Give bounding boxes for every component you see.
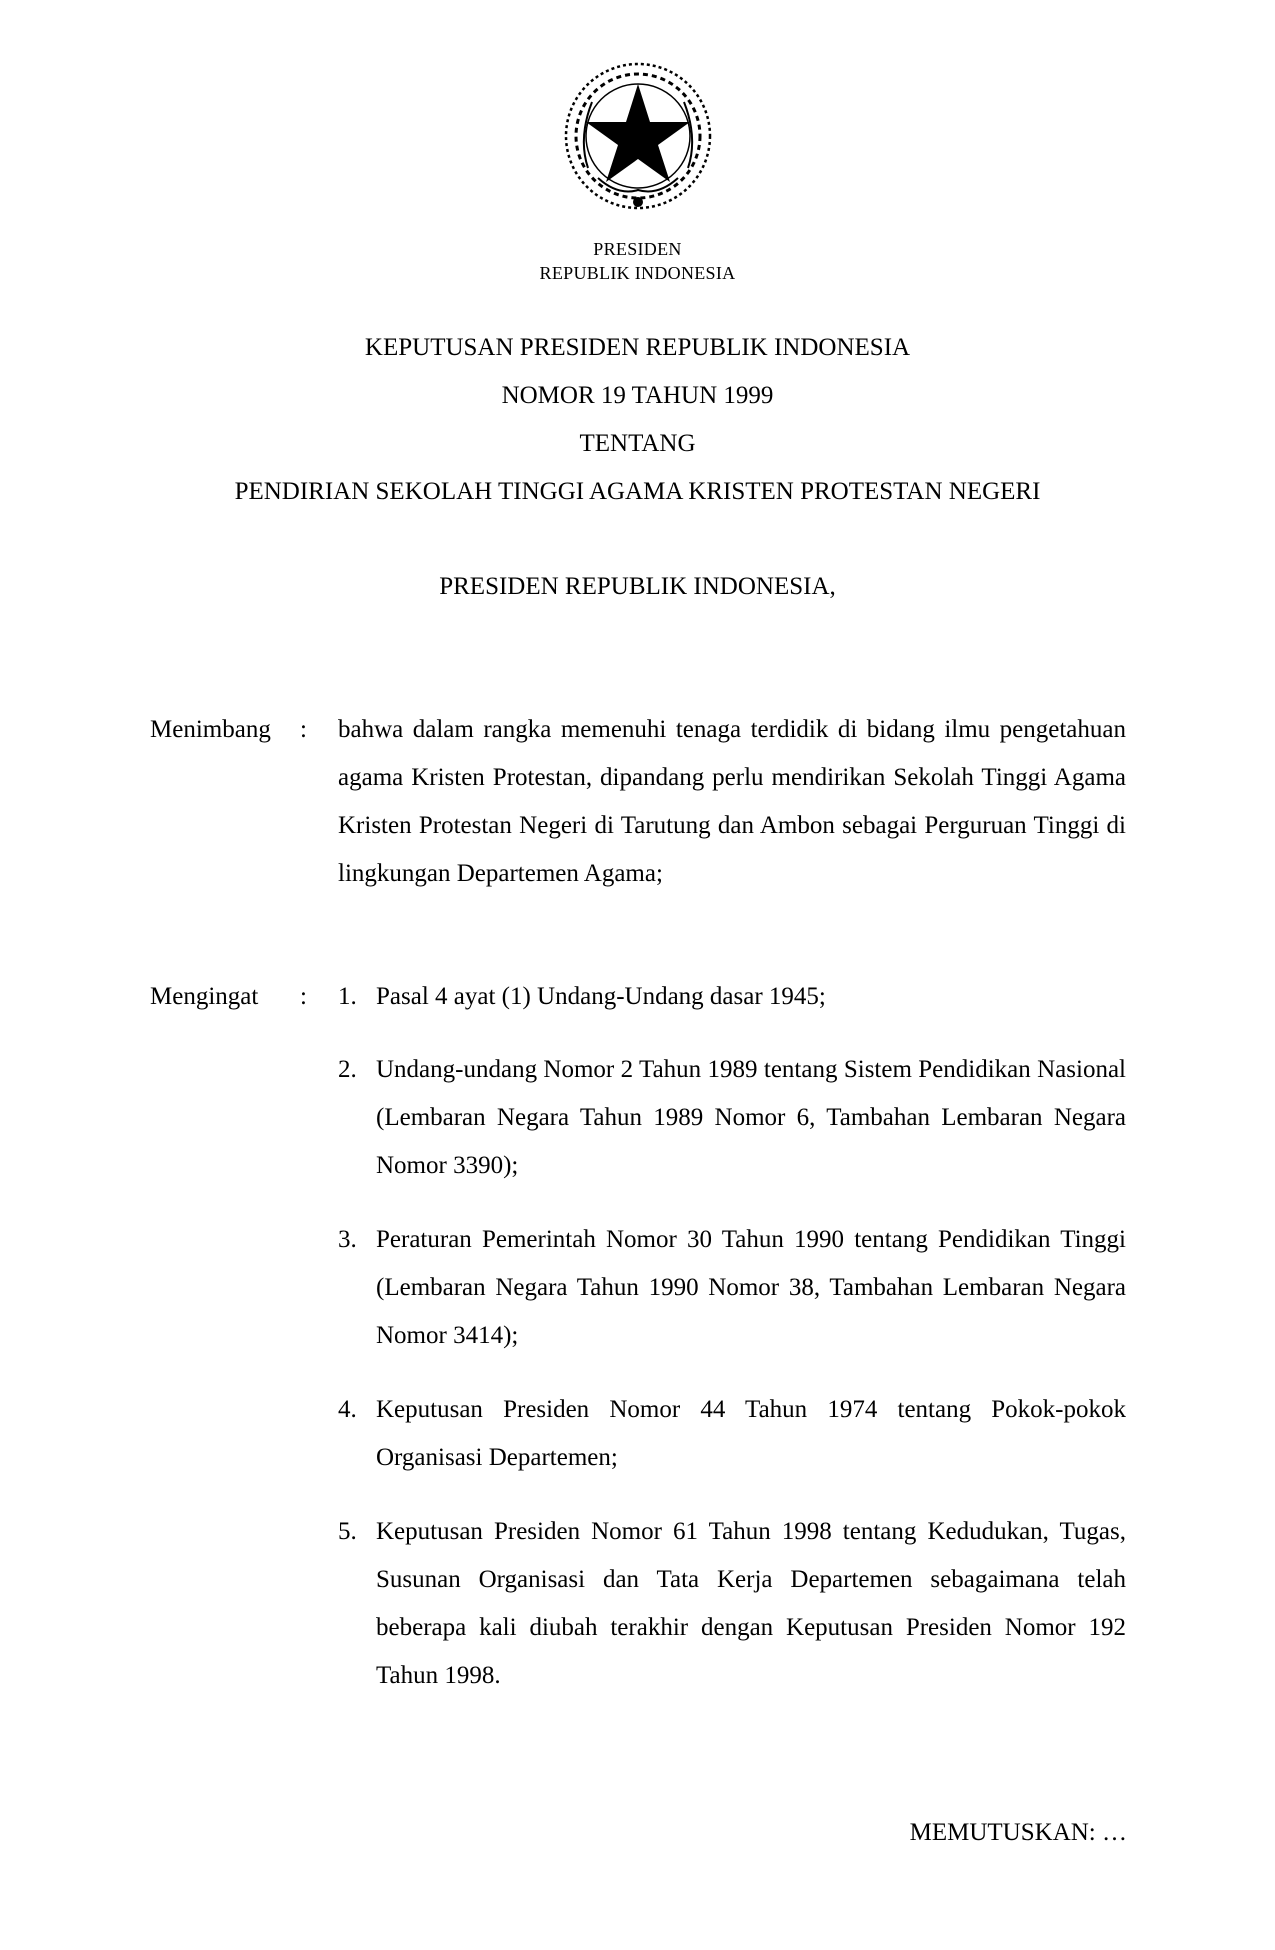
- list-item-number: 5.: [338, 1518, 357, 1545]
- issuer-line: PRESIDEN REPUBLIK INDONESIA,: [439, 573, 836, 600]
- continuation-marker: MEMUTUSKAN: …: [909, 1819, 1127, 1846]
- header-republik-indonesia: REPUBLIK INDONESIA: [539, 263, 736, 283]
- presidential-seal-icon: [558, 58, 718, 218]
- list-item-text: Keputusan Presiden Nomor 44 Tahun 1974 tentang Pokok-pokok Organisasi Departemen;: [376, 1396, 1126, 1471]
- list-item-text: Keputusan Presiden Nomor 61 Tahun 1998 tentang Kedudukan, Tugas, Susunan Organisasi dan Tata Kerja Departemen sebagaimana telah beberapa kali diubah terakhir dengan Keputusan Presiden Nomor 192 Tahun 1998.: [376, 1518, 1126, 1689]
- mengingat-colon: :: [300, 983, 307, 1010]
- list-item-number: 2.: [338, 1056, 357, 1083]
- menimbang-text: bahwa dalam rangka memenuhi tenaga terdidik di bidang ilmu pengetahuan agama Kristen Protestan, dipandang perlu mendirikan Sekolah Tinggi Agama Kristen Protestan Negeri di Tarutung dan Ambon sebagai Perguruan Tinggi di lingkungan Departemen Agama;: [338, 716, 1126, 887]
- list-item-number: 4.: [338, 1396, 357, 1423]
- menimbang-colon: :: [300, 716, 307, 743]
- header-presiden: PRESIDEN: [593, 239, 682, 259]
- list-item-text: Pasal 4 ayat (1) Undang-Undang dasar 1945;: [376, 983, 826, 1010]
- decree-tentang: TENTANG: [579, 430, 696, 457]
- decree-subject: PENDIRIAN SEKOLAH TINGGI AGAMA KRISTEN PROTESTAN NEGERI: [234, 478, 1041, 505]
- list-item-text: Undang-undang Nomor 2 Tahun 1989 tentang Sistem Pendidikan Nasional (Lembaran Negara Tahun 1989 Nomor 6, Tambahan Lembaran Negara Nomor 3390);: [376, 1056, 1126, 1179]
- menimbang-label: Menimbang: [150, 716, 271, 743]
- mengingat-label: Mengingat: [150, 983, 259, 1010]
- decree-number: NOMOR 19 TAHUN 1999: [501, 382, 774, 409]
- list-item-number: 1.: [338, 983, 357, 1010]
- decree-title: KEPUTUSAN PRESIDEN REPUBLIK INDONESIA: [364, 334, 911, 361]
- list-item-text: Peraturan Pemerintah Nomor 30 Tahun 1990 tentang Pendidikan Tinggi (Lembaran Negara Tahun 1990 Nomor 38, Tambahan Lembaran Negara Nomor 3414);: [376, 1226, 1126, 1349]
- list-item-number: 3.: [338, 1226, 357, 1253]
